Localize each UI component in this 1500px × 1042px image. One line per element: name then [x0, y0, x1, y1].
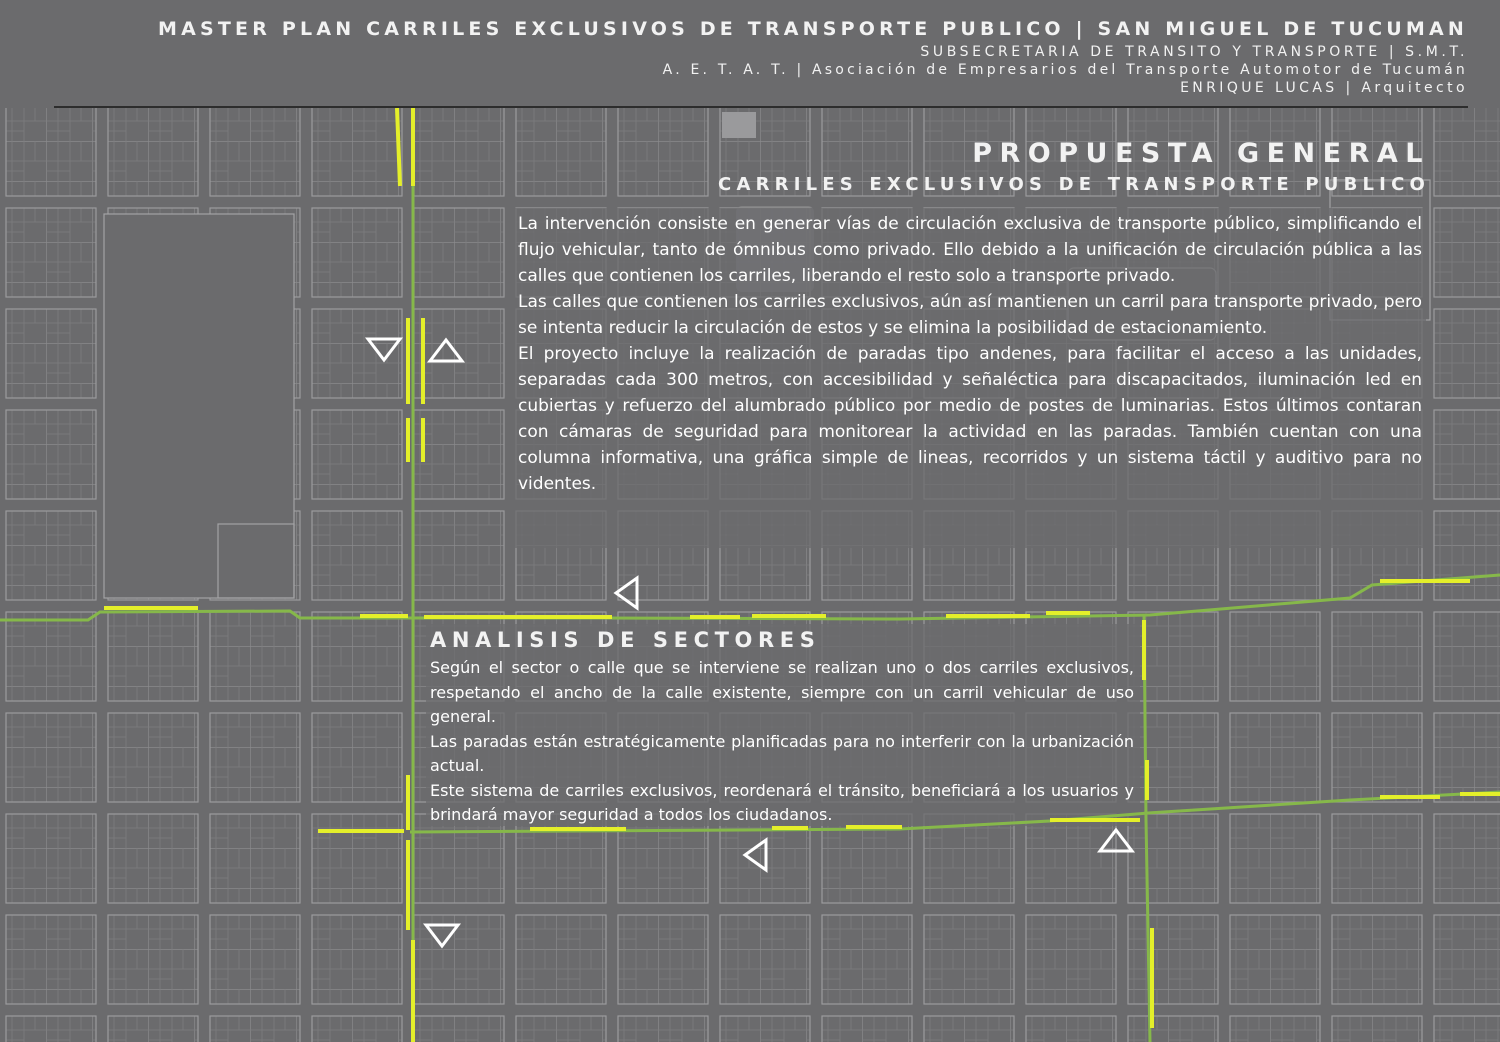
proposal-title: PROPUESTA GENERAL: [972, 138, 1430, 169]
analysis-paragraph: Según el sector o calle que se interviene se realizan uno o dos carriles exclusivos, respetando el ancho de la calle existente, siempre con un carril vehicular de uso general.: [430, 658, 1134, 726]
proposal-paragraph: El proyecto incluye la realización de paradas tipo andenes, para facilitar el acceso a las unidades, separadas cada 300 metros, con accesibilidad y señaléctica para discapacitados, iluminación led en cubiertas y refuerzo del alumbrado público por medio de postes de luminarias. Estos últimos contaran con cámaras de seguridad para monitorear la actividad en las paradas. También cuentan con una columna informativa, una gráfica simple de lineas, recorridos y un sistema táctil y auditivo para no videntes.: [518, 344, 1422, 494]
analysis-title: ANALISIS DE SECTORES: [430, 628, 821, 652]
analysis-paragraph: Este sistema de carriles exclusivos, reordenará el tránsito, beneficiará a los usuarios y brindará mayor seguridad a todos los ciudadanos.: [430, 780, 1134, 824]
header-divider: [54, 106, 1468, 108]
proposal-text: [518, 211, 1422, 497]
analysis-text: [430, 656, 1134, 828]
highlight-block: [722, 112, 756, 138]
proposal-paragraph: La intervención consiste en generar vías de circulación exclusiva de transporte público, simplificando el flujo vehicular, tanto de ómnibus como privado. Ello debido a la unificación de circulación pública a las calles que contienen los carriles, liberando el resto solo a transporte privado.: [518, 214, 1422, 286]
document-title: MASTER PLAN CARRILES EXCLUSIVOS DE TRANSPORTE PUBLICO | SAN MIGUEL DE TUCUMAN: [158, 18, 1468, 40]
header-band: [0, 0, 1500, 108]
proposal-subtitle: CARRILES EXCLUSIVOS DE TRANSPORTE PUBLICO: [718, 174, 1430, 195]
subtitle-author: ENRIQUE LUCAS | Arquitecto: [1180, 80, 1468, 96]
proposal-paragraph: Las calles que contienen los carriles exclusivos, aún así mantienen un carril para transporte privado, pero se intenta reducir la circulación de estos y se elimina la posibilidad de estacionamiento.: [518, 292, 1422, 338]
analysis-paragraph: Las paradas están estratégicamente planificadas para no interferir con la urbanización actual.: [430, 731, 1134, 775]
subtitle-agency: SUBSECRETARIA DE TRANSITO Y TRANSPORTE | S.M.T.: [920, 44, 1468, 60]
subtitle-association: A. E. T. A. T. | Asociación de Empresarios del Transporte Automotor de Tucumán: [662, 62, 1468, 78]
